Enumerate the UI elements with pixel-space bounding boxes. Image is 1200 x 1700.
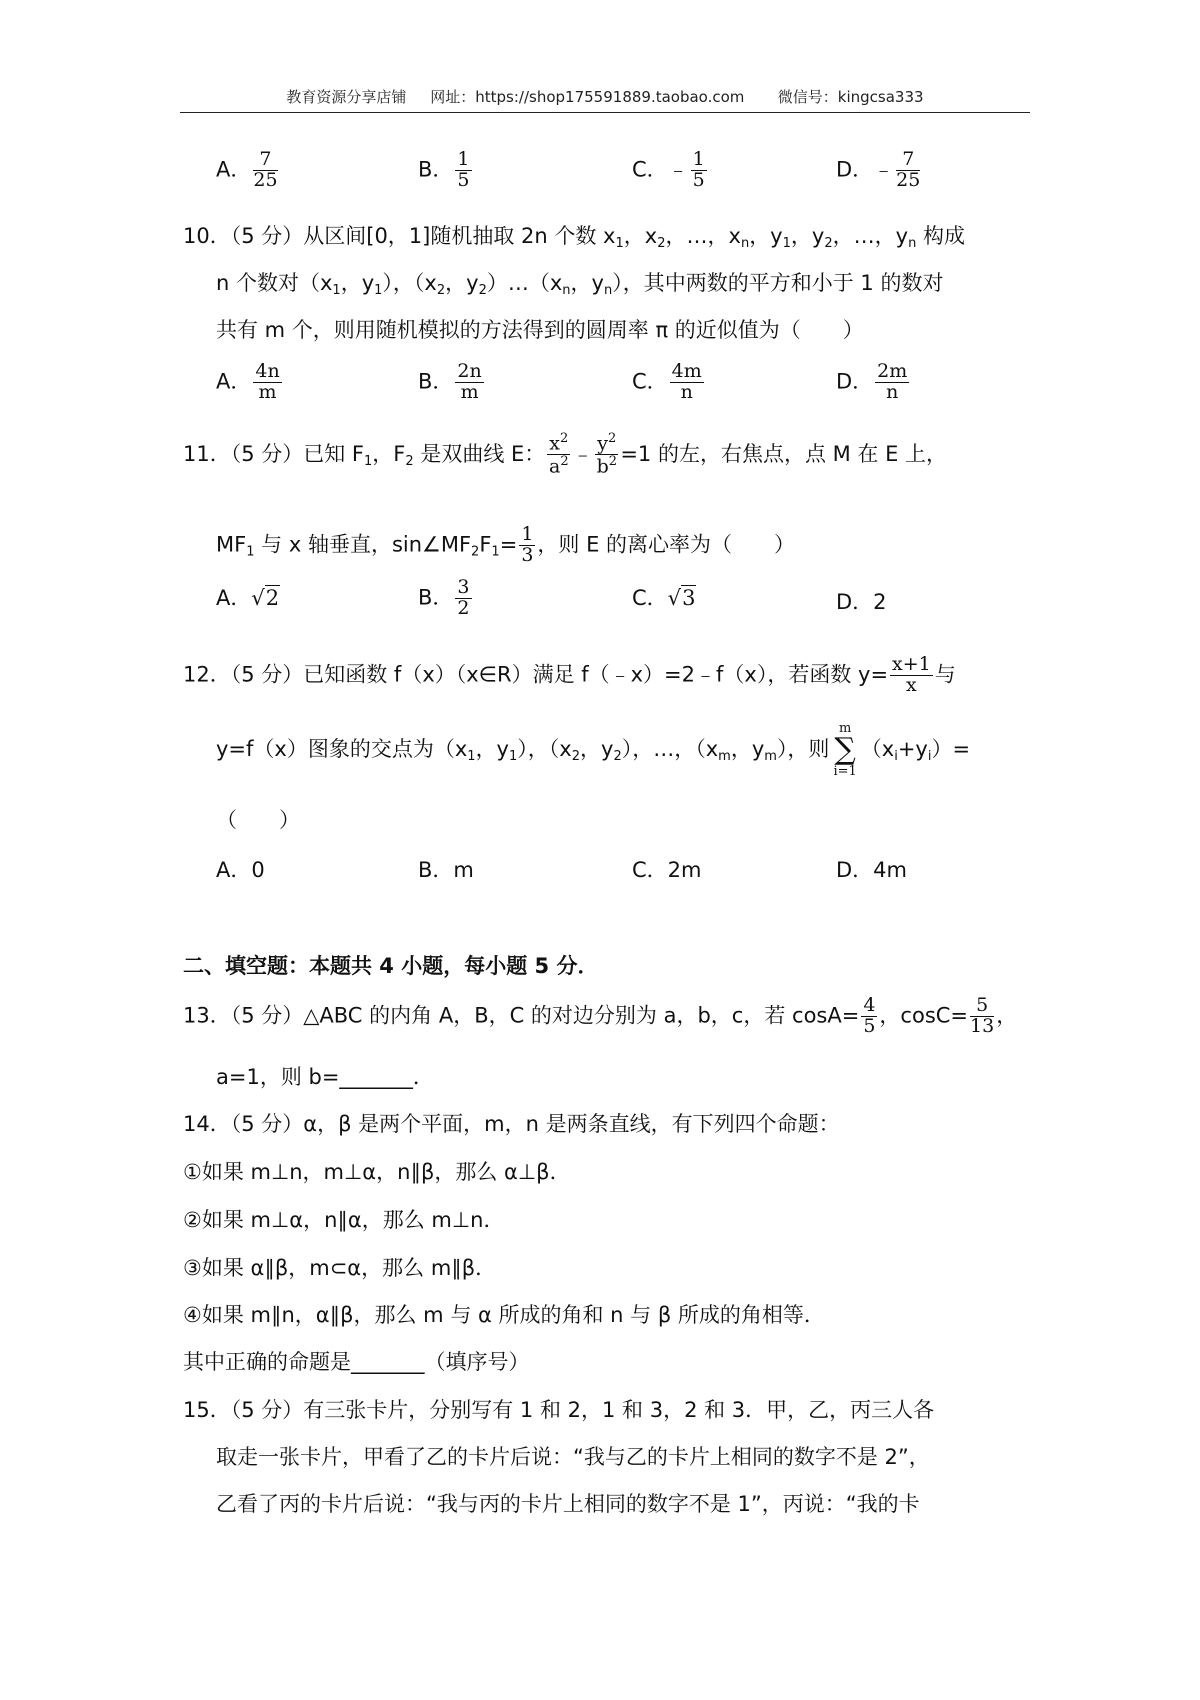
q12-option-a: A．0: [216, 858, 265, 882]
q14-answer-prompt: 其中正确的命题是_______（填序号）: [183, 1350, 530, 1374]
section-heading: 二、填空题：本题共 4 小题，每小题 5 分．: [183, 954, 599, 978]
q14-proposition-3: ③如果 α∥β，m⊂α，那么 m∥β．: [183, 1256, 497, 1280]
q15-line3: 乙看了丙的卡片后说：“我与丙的卡片上相同的数字不是 1”，丙说：“我的卡: [216, 1492, 920, 1516]
q9-option-c: C．﹣ $\frac{1}{5}$: [632, 148, 705, 191]
page-header: [180, 86, 1030, 107]
q12-line2: y=f（x）图象的交点为（$x_1$，$y_1$），（$x_2$，$y_2$），…，（$x_m$，$y_m$），则 m ∑ i=1 $(x_i+y_i)=$: [216, 721, 971, 779]
q12-option-c: C．2m: [632, 858, 702, 882]
q9-option-b: B． $\frac{1}{5}$: [418, 148, 470, 191]
q12-line1: 12．（5 分）已知函数 f（x）（x∈R）满足 f（﹣x）=2﹣f（x），若函数 y= $\frac{x+1}{x}$ 与: [183, 653, 956, 696]
header-divider: [180, 112, 1030, 113]
q10-option-b: B． $\frac{2n}{m}$: [418, 360, 482, 403]
q11-option-a: A．√2: [216, 586, 280, 610]
summation-symbol: m ∑ i=1: [833, 721, 857, 779]
q11-line2: $MF_1$ 与 x 轴垂直，$\sin\angle MF_2F_1=$ $\frac{1}{3}$ ，则 E 的离心率为（ ）: [216, 523, 796, 566]
q9-option-a: A． $\frac{7}{25}$: [216, 148, 278, 191]
q15-line2: 取走一张卡片，甲看了乙的卡片后说：“我与乙的卡片上相同的数字不是 2”，: [216, 1445, 930, 1469]
q10-option-d: D． $\frac{2m}{n}$: [836, 360, 908, 403]
q13-line2: a=1，则 b=_______．: [216, 1065, 434, 1089]
q14-proposition-2: ②如果 m⊥α，n∥α，那么 m⊥n．: [183, 1208, 505, 1232]
q10-option-c: C． $\frac{4m}{n}$: [632, 360, 702, 403]
q12-option-b: B．m: [418, 858, 474, 882]
q10-line2: n 个数对（$x_1$，$y_1$），（$x_2$，$y_2)\dots(x_n$，$y_n$），其中两数的平方和小于 1 的数对: [216, 271, 944, 298]
q11-option-d: D．2: [836, 590, 887, 614]
header-shop: 教育资源分享店铺: [286, 88, 407, 106]
q11-line1: 11．（5 分）已知 $F_1$，$F_2$ 是双曲线 E： $\frac{x^2}{a^2}$ ﹣ $\frac{y^2}{b^2}$ =1 的左，右焦点，点 M 在 E 上，: [183, 431, 948, 478]
q12-line3: （ ）: [216, 808, 300, 832]
q14-line1: 14．（5 分）α，β 是两个平面，m，n 是两条直线，有下列四个命题：: [183, 1112, 840, 1136]
q10-line1: 10．（5 分）从区间[0，1]随机抽取 2n 个数 $x_1$，$x_2$，…，$x_n$，$y_1$，$y_2$，…，$y_n$ 构成: [183, 224, 965, 251]
q10-option-a: A． $\frac{4n}{m}$: [216, 360, 280, 403]
q11-option-c: C．√3: [632, 586, 696, 610]
q12-option-d: D．4m: [836, 858, 907, 882]
header-url: 网址：https://shop175591889.taobao.com: [430, 88, 745, 106]
q9-option-d: D．﹣ $\frac{7}{25}$: [836, 148, 921, 191]
q14-proposition-4: ④如果 m∥n，α∥β，那么 m 与 α 所成的角和 n 与 β 所成的角相等．: [183, 1303, 825, 1327]
q13-line1: 13．（5 分）△ABC 的内角 A，B，C 的对边分别为 a，b，c，若 cosA= $\frac{4}{5}$ ，cosC= $\frac{5}{13}$ ，: [183, 994, 1018, 1037]
q14-proposition-1: ①如果 m⊥n，m⊥α，n∥β，那么 α⊥β．: [183, 1160, 571, 1184]
q15-line1: 15．（5 分）有三张卡片，分别写有 1 和 2，1 和 3，2 和 3．甲，乙，丙三人各: [183, 1398, 935, 1422]
q10-line3: 共有 m 个，则用随机模拟的方法得到的圆周率 π 的近似值为（ ）: [216, 318, 864, 342]
header-wechat: 微信号：kingcsa333: [777, 88, 924, 106]
q11-option-b: B． $\frac{3}{2}$: [418, 576, 470, 619]
